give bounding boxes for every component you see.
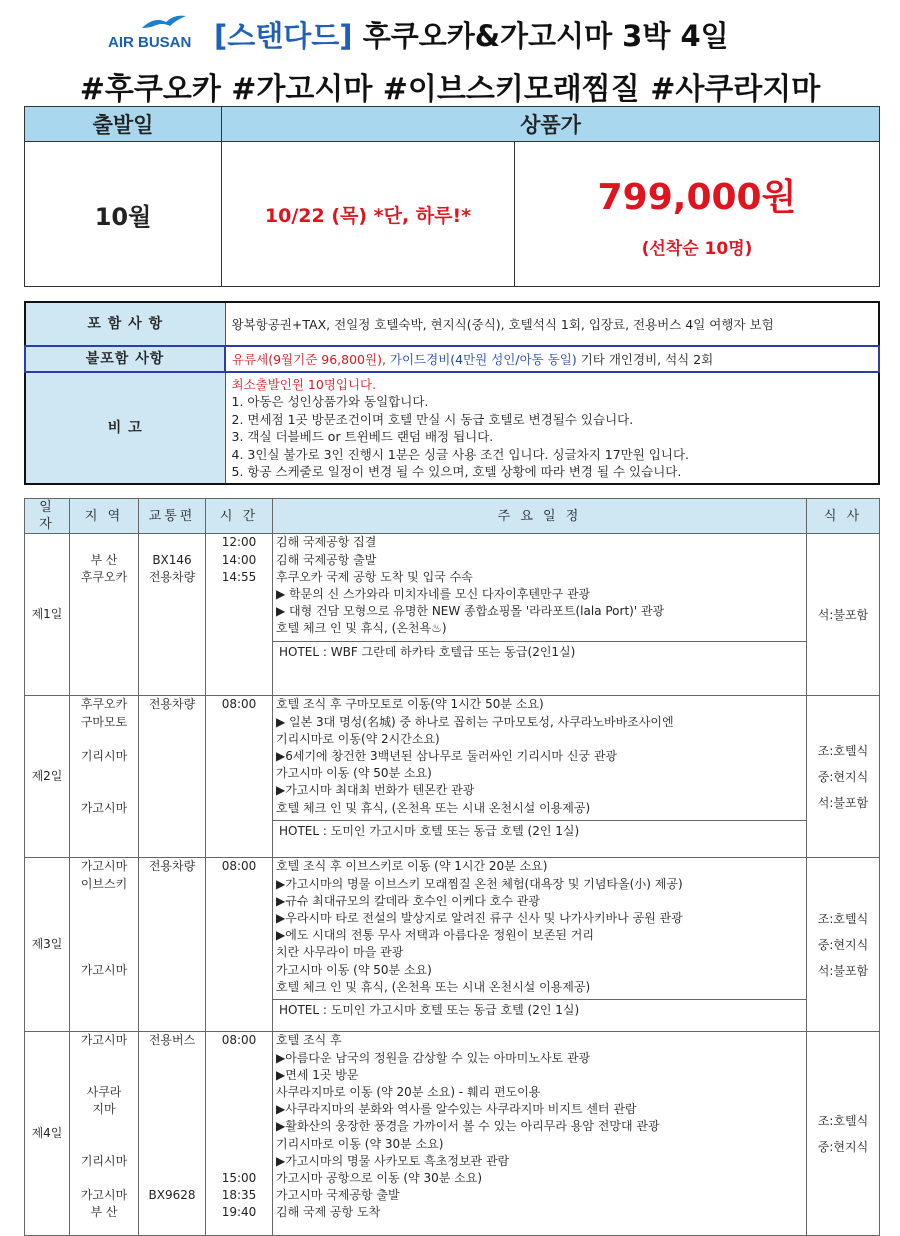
cell-line: 전용차량	[148, 697, 196, 712]
cell-line: 전용차량	[148, 569, 196, 584]
price-note: (선착순 10명)	[641, 239, 753, 259]
itinerary-cell	[273, 858, 807, 1032]
air-busan-logo	[108, 14, 200, 52]
cell-line: BX9628	[148, 1188, 196, 1203]
cell-line: ▶아름다운 남국의 정원을 감상할 수 있는 아마미노사토 관광	[276, 1050, 591, 1065]
col-price: 상품가	[222, 107, 880, 142]
exclude-text	[225, 346, 879, 372]
cell-line: 가고시마 이동 (약 50분 소요)	[276, 962, 432, 977]
meal-cell	[807, 534, 880, 696]
region-cell	[70, 1032, 139, 1236]
remark-line: 3. 객실 더블베드 or 트윈베드 랜덤 배정 됩니다.	[231, 429, 494, 444]
grade-tag: [스탠다드]	[214, 19, 353, 53]
head-itinerary: 주 요 일 정	[273, 499, 807, 534]
day-label: 제4일	[25, 1032, 70, 1236]
departure-date: 10/22 (목) *단, 하루!*	[222, 142, 515, 287]
cell-line: ▶가고시마의 명물 사카모토 흑초정보관 관람	[276, 1153, 510, 1168]
cell-line: ▶ 대형 건담 모형으로 유명한 NEW 종합쇼핑몰 '라라포트(lala Port)' 관광	[276, 604, 665, 619]
itinerary-cell	[273, 534, 807, 696]
cell-line: 기리시마	[80, 1153, 128, 1168]
cell-line: 김해 국제 공항 도착	[276, 1205, 381, 1220]
cell-line: 12:00	[221, 535, 257, 550]
cell-line: ▶ 일본 3대 명성(名城) 중 하나로 꼽히는 구마모토성, 사쿠라노바바조사이엔	[276, 714, 674, 729]
cell-line: 부 산	[90, 1205, 118, 1220]
cell-line	[142, 1204, 202, 1221]
cell-line: 이브스키	[80, 876, 128, 891]
region-cell	[70, 858, 139, 1032]
hashtags: #후쿠오카 #가고시마 #이브스키모래찜질 #사쿠라지마	[79, 72, 821, 107]
cell-line: ▶6세기에 창건한 3백년된 삼나무로 둘러싸인 기리시마 신궁 관광	[276, 749, 618, 764]
schedule-row	[25, 696, 880, 858]
cell-line: 기리시마로 이동 (약 30분 소요)	[276, 1136, 444, 1151]
day-label: 제3일	[25, 858, 70, 1032]
include-text: 왕복항공권+TAX, 전일정 호텔숙박, 현지식(중식), 호텔석식 1회, 입장료, 전용버스 4일 여행자 보험	[225, 302, 879, 346]
cell-line: 14:00	[221, 552, 257, 567]
exclude-guide: 가이드경비(4만원 성인/아동 동일)	[385, 351, 577, 367]
cell-line: 조:호텔식	[817, 743, 869, 758]
cell-line	[142, 1170, 202, 1187]
cell-line: 19:40	[221, 1205, 257, 1220]
head-region: 지 역	[70, 499, 139, 534]
cell-line: 가고시마	[80, 1188, 128, 1203]
cell-line	[142, 534, 202, 551]
cell-line: 기리시마로 이동(약 2시간소요)	[276, 731, 440, 746]
cell-line: 가고시마	[80, 962, 128, 977]
remark-line: 5. 항공 스케줄로 일정이 변경 될 수 있으며, 호텔 상황에 따라 변경 될 수 있습니다.	[231, 464, 682, 479]
cell-line: ▶가고시마의 명물 이브스키 모래찜질 온천 체험(대욕장 및 기념타올(小) 제공)	[276, 876, 683, 891]
cell-line: ▶에도 시대의 전통 무사 저택과 아름다운 정원이 보존된 거리	[276, 928, 594, 943]
head-time: 시 간	[206, 499, 273, 534]
cell-line	[73, 944, 135, 961]
cell-line: 치란 사무라이 마을 관광	[276, 945, 404, 960]
day-label: 제1일	[25, 534, 70, 696]
cell-line	[73, 1067, 135, 1084]
cell-line: ▶우라시마 타로 전설의 발상지로 알려진 류구 신사 및 나가사키바나 공원 관광	[276, 911, 683, 926]
itinerary-cell	[273, 1032, 807, 1236]
cell-line	[73, 731, 135, 748]
transport-cell	[139, 534, 206, 696]
schedule-table	[24, 498, 880, 1236]
region-cell	[70, 534, 139, 696]
title-text: 후쿠오카&가고시마 3박 4일	[362, 19, 729, 53]
cell-line: 기리시마	[80, 749, 128, 764]
cell-line: 사쿠라지마로 이동 (약 20분 소요) - 훼리 편도이용	[276, 1085, 541, 1100]
cell-line	[142, 1084, 202, 1101]
cell-line	[142, 1067, 202, 1084]
cell-line: 호텔 조식 후	[276, 1033, 342, 1048]
region-cell	[70, 696, 139, 858]
cell-line: 후쿠오카	[80, 697, 128, 712]
cell-line	[73, 1170, 135, 1187]
cell-line: ▶면세 1곳 방문	[276, 1067, 359, 1082]
cell-line: 조:호텔식	[817, 1113, 869, 1128]
info-table	[24, 301, 880, 485]
cell-line	[73, 534, 135, 551]
cell-line: 가고시마	[80, 859, 128, 874]
cell-line	[142, 1118, 202, 1135]
cell-line	[209, 1067, 269, 1084]
cell-line	[142, 1153, 202, 1170]
transport-cell	[139, 858, 206, 1032]
cell-line: 전용차량	[148, 859, 196, 874]
transport-cell	[139, 696, 206, 858]
exclude-label: 불포함 사항	[25, 346, 225, 372]
cell-line: 후쿠오카	[80, 569, 128, 584]
schedule-row	[25, 858, 880, 1032]
remark-line: 1. 아동은 성인상품가와 동일합니다.	[231, 394, 429, 409]
remark-line: 4. 3인실 불가로 3인 진행시 1분은 싱글 사용 조건 입니다. 싱글차지 17만원 입니다.	[231, 446, 689, 462]
cell-line: 호텔 조식 후 이브스키로 이동 (약 1시간 20분 소요)	[276, 859, 548, 874]
cell-line: 석:불포함	[817, 963, 869, 978]
cell-line: 호텔 조식 후 구마모토로 이동(약 1시간 50분 소요)	[276, 697, 544, 712]
hotel-info: HOTEL : WBF 그란데 하카타 호텔급 또는 동급(2인1실)	[273, 641, 806, 663]
time-cell	[206, 534, 273, 696]
departure-month: 10월	[25, 142, 222, 287]
cell-line: 가고시마 공항으로 이동 (약 30분 소요)	[276, 1171, 482, 1186]
schedule-row	[25, 1032, 880, 1236]
price-cell	[515, 142, 880, 287]
cell-line: BX146	[152, 552, 192, 567]
cell-line: 김해 국제공항 출발	[276, 552, 377, 567]
head-meal: 식 사	[807, 499, 880, 534]
bird-logo-icon	[140, 14, 188, 32]
cell-line: 김해 국제공항 집결	[276, 535, 377, 550]
cell-line: 08:00	[221, 859, 257, 874]
cell-line: 가고시마	[80, 800, 128, 815]
cell-line: 08:00	[221, 1033, 257, 1048]
cell-line	[73, 765, 135, 782]
remark-line: 2. 면세점 1곳 방문조건이며 호텔 만실 시 동급 호텔로 변경될수 있습니다.	[231, 411, 634, 427]
cell-line	[209, 1136, 269, 1153]
cell-line: 사쿠라	[86, 1085, 122, 1100]
cell-line: 석:불포함	[817, 795, 869, 810]
meal-cell	[807, 1032, 880, 1236]
remark-text	[225, 372, 879, 484]
time-cell	[206, 696, 273, 858]
schedule-row	[25, 534, 880, 696]
cell-line: 중:현지식	[817, 1139, 869, 1154]
head-day: 일 자	[25, 499, 70, 534]
cell-line	[209, 1153, 269, 1170]
cell-line: ▶규슈 최대규모의 칼데라 호수인 이케다 호수 관광	[276, 893, 540, 908]
cell-line: 15:00	[221, 1171, 257, 1186]
page-title	[214, 14, 729, 55]
head-transport: 교통편	[139, 499, 206, 534]
cell-line	[209, 1084, 269, 1101]
cell-line: 중:현지식	[817, 769, 869, 784]
time-cell	[206, 1032, 273, 1236]
time-cell	[206, 858, 273, 1032]
price-table	[24, 106, 880, 287]
cell-line: 중:현지식	[817, 937, 869, 952]
meal-cell	[807, 696, 880, 858]
day-label: 제2일	[25, 696, 70, 858]
cell-line: 18:35	[221, 1188, 257, 1203]
cell-line: 전용버스	[148, 1033, 196, 1048]
include-label: 포 함 사 항	[25, 302, 225, 346]
cell-line: ▶가고시마 최대최 번화가 텐몬칸 관광	[276, 783, 475, 798]
hotel-info: HOTEL : 도미인 가고시마 호텔 또는 동급 호텔 (2인 1실)	[273, 999, 806, 1021]
cell-line	[73, 927, 135, 944]
cell-line	[73, 782, 135, 799]
cell-line: 석:불포함	[817, 607, 869, 622]
cell-line: 구마모토	[80, 714, 128, 729]
transport-cell	[139, 1032, 206, 1236]
exclude-rest: 기타 개인경비, 석식 2회	[576, 351, 714, 367]
remark-min: 최소출발인원 10명입니다.	[231, 376, 377, 392]
cell-line: 가고시마 국제공항 출발	[276, 1188, 400, 1203]
cell-line: 가고시마	[80, 1033, 128, 1048]
cell-line	[209, 1118, 269, 1135]
cell-line	[142, 1101, 202, 1118]
cell-line: 부 산	[90, 552, 118, 567]
meal-cell	[807, 858, 880, 1032]
cell-line: 호텔 체크 인 및 휴식, (온천욕 또는 시내 온천시설 이용제공)	[276, 800, 591, 815]
cell-line: ▶활화산의 웅장한 풍경을 가까이서 볼 수 있는 아리무라 용암 전망대 관광	[276, 1119, 660, 1134]
logo-text: AIR BUSAN	[108, 34, 192, 51]
exclude-fuel: 유류세(9월기준 96,800원),	[232, 351, 386, 367]
cell-line: 조:호텔식	[817, 911, 869, 926]
cell-line	[73, 893, 135, 910]
cell-line: ▶사쿠라지마의 분화와 역사를 알수있는 사쿠라지마 비지트 센터 관람	[276, 1102, 637, 1117]
cell-line: ▶ 학문의 신 스가와라 미치자네를 모신 다자이후텐만구 관광	[276, 587, 591, 602]
cell-line: 호텔 체크 인 및 휴식, (온천욕 또는 시내 온천시설 이용제공)	[276, 979, 591, 994]
cell-line: 호텔 체크 인 및 휴식, (온천욕♨)	[276, 621, 447, 636]
cell-line	[73, 1118, 135, 1135]
itinerary-cell	[273, 696, 807, 858]
cell-line: 후쿠오카 국제 공항 도착 및 입국 수속	[276, 569, 473, 584]
col-departure: 출발일	[25, 107, 222, 142]
cell-line	[73, 910, 135, 927]
cell-line	[142, 1136, 202, 1153]
cell-line	[209, 1050, 269, 1067]
remark-label: 비 고	[25, 372, 225, 484]
price-amount: 799,000원	[597, 177, 797, 218]
cell-line: 08:00	[221, 697, 257, 712]
cell-line	[73, 1050, 135, 1067]
cell-line	[73, 1136, 135, 1153]
hotel-info: HOTEL : 도미인 가고시마 호텔 또는 동급 호텔 (2인 1실)	[273, 820, 806, 842]
cell-line	[209, 1101, 269, 1118]
cell-line: 가고시마 이동 (약 50분 소요)	[276, 766, 432, 781]
cell-line: 지마	[92, 1102, 116, 1117]
cell-line: 14:55	[221, 569, 257, 584]
cell-line	[142, 1050, 202, 1067]
